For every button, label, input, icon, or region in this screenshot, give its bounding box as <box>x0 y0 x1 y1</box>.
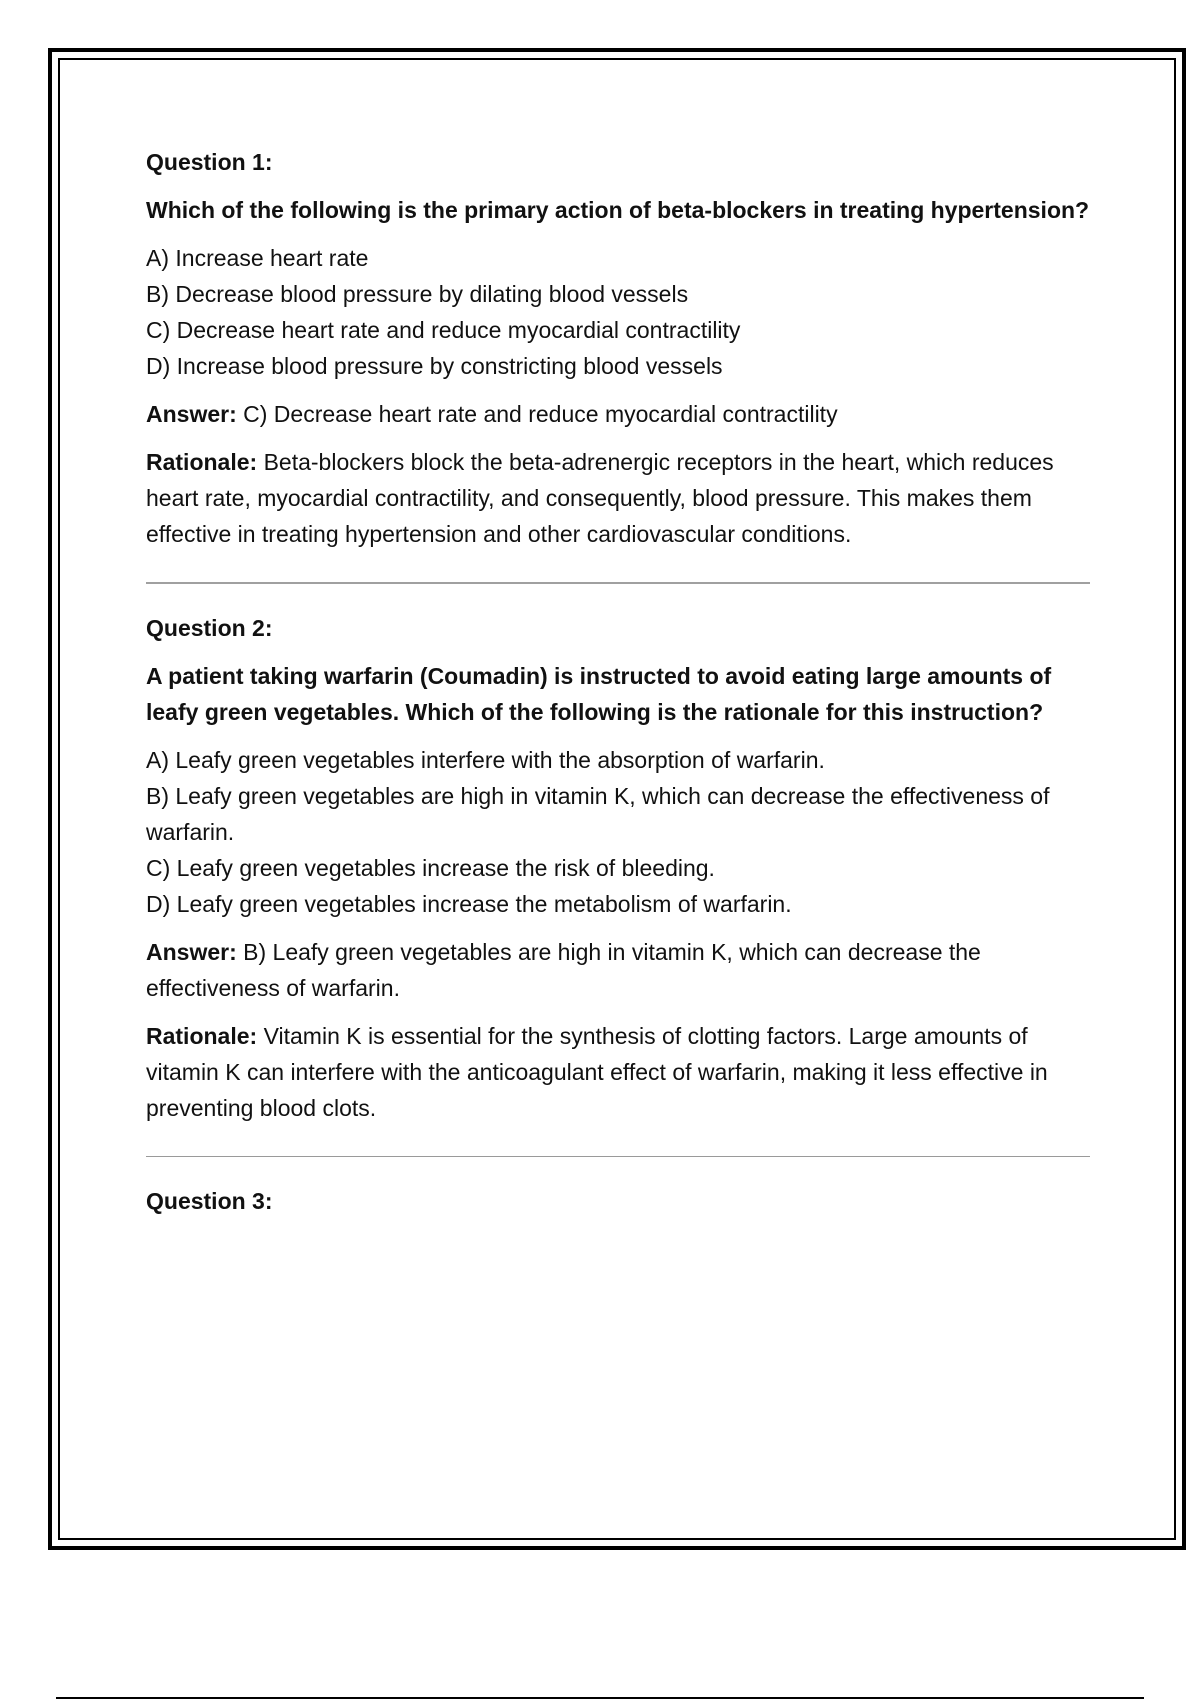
options-list <box>146 240 1092 384</box>
document-body <box>146 144 1092 1231</box>
section-divider <box>146 582 1090 584</box>
options-list <box>146 742 1092 922</box>
answer-label: Answer: <box>146 939 237 965</box>
rationale <box>146 444 1092 552</box>
rationale-label: Rationale: <box>146 449 258 475</box>
option-d: D) Leafy green vegetables increase the metabolism of warfarin. <box>146 891 792 917</box>
answer-label: Answer: <box>146 401 237 427</box>
option-a: A) Leafy green vegetables interfere with the absorption of warfarin. <box>146 747 825 773</box>
question-1 <box>146 144 1092 552</box>
question-heading: Question 2: <box>146 615 273 641</box>
option-c: C) Decrease heart rate and reduce myocardial contractility <box>146 317 741 343</box>
question-text: Which of the following is the primary action of beta-blockers in treating hypertension? <box>146 197 1090 223</box>
rationale-label: Rationale: <box>146 1023 258 1049</box>
question-heading: Question 3: <box>146 1188 273 1214</box>
answer-text: B) Leafy green vegetables are high in vitamin K, which can decrease the effectiveness of warfarin. <box>146 939 981 1001</box>
option-b: B) Decrease blood pressure by dilating blood vessels <box>146 281 689 307</box>
question-text: A patient taking warfarin (Coumadin) is instructed to avoid eating large amounts of leafy green vegetables. Which of the following is the rationale for this instruction? <box>146 663 1052 725</box>
rationale-text: Vitamin K is essential for the synthesis of clotting factors. Large amounts of vitamin K can interfere with the anticoagulant effect of warfarin, making it less effective in preventing blood clots. <box>146 1023 1048 1121</box>
option-d: D) Increase blood pressure by constricting blood vessels <box>146 353 723 379</box>
answer-text: C) Decrease heart rate and reduce myocardial contractility <box>243 401 838 427</box>
option-b: B) Leafy green vegetables are high in vitamin K, which can decrease the effectiveness of warfarin. <box>146 783 1050 845</box>
answer <box>146 934 1092 1006</box>
question-2 <box>146 610 1092 1126</box>
footer-rule <box>56 1697 1144 1699</box>
answer <box>146 396 1092 432</box>
rationale-text: Beta-blockers block the beta-adrenergic receptors in the heart, which reduces heart rate, myocardial contractility, and consequently, blood pressure. This makes them effective in treating hypertension and other cardiovascular conditions. <box>146 449 1054 547</box>
rationale <box>146 1018 1092 1126</box>
question-3 <box>146 1183 1092 1219</box>
section-divider <box>146 1156 1090 1157</box>
question-heading: Question 1: <box>146 149 273 175</box>
option-c: C) Leafy green vegetables increase the risk of bleeding. <box>146 855 715 881</box>
option-a: A) Increase heart rate <box>146 245 369 271</box>
